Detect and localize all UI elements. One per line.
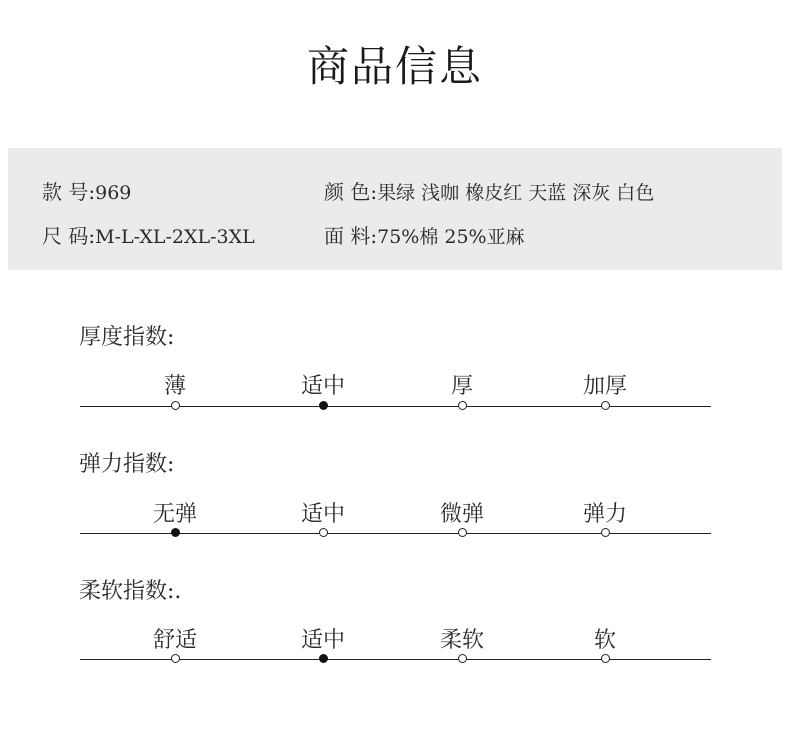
softness-option-dot-selected	[319, 654, 328, 663]
elasticity-option-dot	[458, 528, 467, 537]
elasticity-option-dot	[319, 528, 328, 537]
softness-option-label: 舒适	[152, 628, 197, 653]
softness-index-label: 柔软指数:.	[79, 579, 182, 604]
fabric-label: 面 料:	[324, 224, 378, 248]
style-number-value: 969	[95, 182, 132, 204]
thickness-option-label: 适中	[300, 374, 345, 399]
thickness-option-label: 加厚	[582, 374, 627, 399]
softness-option-label: 适中	[300, 628, 345, 653]
softness-option-dot	[601, 654, 610, 663]
thickness-option-dot	[171, 401, 180, 410]
sizes-label: 尺 码:	[42, 224, 96, 248]
elasticity-option-label: 微弹	[439, 502, 484, 527]
style-number-label: 款 号:	[42, 180, 96, 204]
thickness-option-dot	[601, 401, 610, 410]
softness-option-label: 柔软	[439, 628, 484, 653]
fabric	[324, 220, 525, 249]
softness-option-dot	[171, 654, 180, 663]
thickness-index-label: 厚度指数:	[79, 325, 175, 350]
elasticity-option-label: 无弹	[152, 502, 197, 527]
thickness-option-label: 厚	[450, 374, 473, 399]
style-number	[42, 176, 131, 205]
thickness-option-label: 薄	[163, 374, 186, 399]
elasticity-option-dot	[601, 528, 610, 537]
elasticity-index-label: 弹力指数:	[79, 452, 175, 477]
sizes	[42, 220, 255, 249]
elasticity-option-label: 适中	[300, 502, 345, 527]
page-title: 商品信息	[306, 42, 483, 91]
elasticity-option-label: 弹力	[582, 502, 627, 527]
thickness-option-dot	[458, 401, 467, 410]
product-info-panel	[8, 148, 782, 270]
thickness-option-dot-selected	[319, 401, 328, 410]
colors-label: 颜 色:	[324, 180, 378, 204]
fabric-value: 75%棉 25%亚麻	[377, 226, 525, 248]
softness-option-label: 软	[593, 628, 616, 653]
elasticity-option-dot-selected	[171, 528, 180, 537]
softness-option-dot	[458, 654, 467, 663]
colors-value: 果绿 浅咖 橡皮红 天蓝 深灰 白色	[377, 182, 655, 204]
colors	[324, 176, 654, 205]
sizes-value: M-L-XL-2XL-3XL	[95, 226, 255, 248]
